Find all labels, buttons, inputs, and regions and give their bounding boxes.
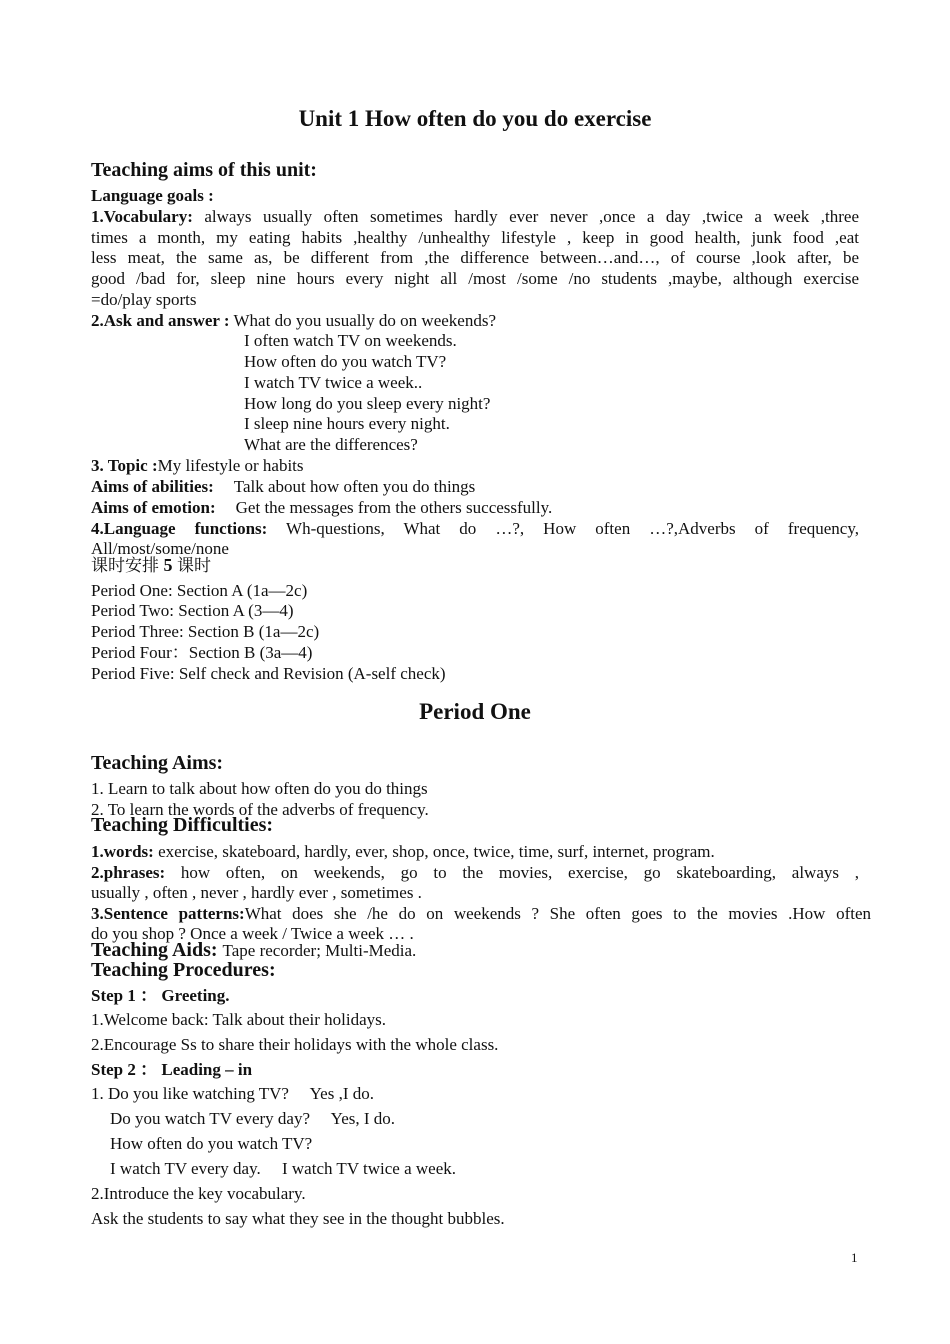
- ask-answer-line-6: I sleep nine hours every night.: [244, 414, 450, 433]
- teaching-aims-heading: Teaching Aims:: [91, 752, 224, 774]
- functions-line-2: All/most/some/none: [91, 539, 229, 558]
- teaching-aim-item: 2. To learn the words of the adverbs of frequency.: [91, 800, 429, 819]
- topic-label: 3. Topic :: [91, 456, 158, 475]
- emotion-label: Aims of emotion:: [91, 498, 216, 517]
- phrases-label: 2.phrases:: [91, 863, 166, 882]
- vocabulary-line-1: 1.Vocabulary: always usually often sometimes hardly ever never ,once a day ,twice a week ,three: [91, 207, 860, 226]
- step2-item: 2.Introduce the key vocabulary.: [91, 1184, 306, 1203]
- functions-label: 4.Language functions:: [91, 519, 268, 538]
- ask-answer-line-4: I watch TV twice a week..: [244, 373, 423, 392]
- phrases-line-2: usually , often , never , hardly ever , sometimes .: [91, 883, 422, 902]
- vocabulary-line-5: =do/play sports: [91, 290, 197, 309]
- functions-line-1: 4.Language functions: Wh-questions, What do …?, How often …?,Adverbs of frequency,: [91, 519, 859, 538]
- step1-label: Step 1 ： Greeting.: [91, 986, 230, 1005]
- aims-heading: Teaching aims of this unit:: [91, 159, 317, 181]
- step2-dialog-line: 1. Do you like watching TV? Yes ,I do.: [91, 1084, 374, 1103]
- difficulties-heading: Teaching Difficulties:: [91, 814, 274, 836]
- period-item: Period Three: Section B (1a—2c): [91, 622, 320, 641]
- period-item: Period Four：Section B (3a—4): [91, 643, 313, 662]
- step2-dialog-line: I watch TV every day. I watch TV twice a week.: [110, 1159, 457, 1178]
- ask-answer-line-3: How often do you watch TV?: [244, 352, 447, 371]
- page-number: 1: [851, 1250, 858, 1265]
- ask-answer-line-1: 2.Ask and answer : What do you usually do on weekends?: [91, 311, 497, 330]
- step1-item: 2.Encourage Ss to share their holidays with the whole class.: [91, 1035, 499, 1054]
- patterns-label: 3.Sentence patterns:: [91, 904, 245, 923]
- abilities-line: Aims of abilities: Talk about how often you do things: [91, 477, 476, 496]
- step2-dialog-line: Do you watch TV every day? Yes, I do.: [110, 1109, 396, 1128]
- vocabulary-line-4: good /bad for, sleep nine hours every night all /most /some /no students ,maybe, although exercise: [91, 269, 859, 288]
- teaching-aim-item: 1. Learn to talk about how often do you do things: [91, 779, 428, 798]
- aids-line: Teaching Aids: Tape recorder; Multi-Media.: [91, 939, 417, 961]
- ask-answer-line-5: How long do you sleep every night?: [244, 394, 491, 413]
- vocabulary-line-2: times a month, my eating habits ,healthy /unhealthy lifestyle , keep in good health, junk food ,eat: [91, 228, 859, 247]
- step2-item: Ask the students to say what they see in the thought bubbles.: [91, 1209, 505, 1228]
- phrases-line-1: 2.phrases: how often, on weekends, go to the movies, exercise, go skateboarding, always ,: [91, 863, 859, 882]
- step1-item: 1.Welcome back: Talk about their holidays.: [91, 1010, 387, 1029]
- step2-dialog-line: How often do you watch TV?: [110, 1134, 313, 1153]
- abilities-label: Aims of abilities:: [91, 477, 214, 496]
- vocabulary-label: 1.Vocabulary:: [91, 207, 193, 226]
- procedures-heading: Teaching Procedures:: [91, 959, 276, 981]
- vocabulary-line-3: less meat, the same as, be different from ,the difference between…and…, of course ,look after, be: [91, 248, 859, 267]
- schedule-heading: 课时安排 5 课时: [91, 555, 211, 576]
- language-goals-label: Language goals :: [91, 186, 214, 205]
- patterns-line-2: do you shop ? Once a week / Twice a week … .: [91, 924, 414, 943]
- ask-answer-label: 2.Ask and answer :: [91, 311, 230, 330]
- period-item: Period Two: Section A (3—4): [91, 601, 294, 620]
- aids-heading: Teaching Aids:: [91, 939, 218, 961]
- ask-answer-line-2: I often watch TV on weekends.: [244, 331, 457, 350]
- step2-label: Step 2 ： Leading – in: [91, 1060, 253, 1079]
- emotion-line: Aims of emotion: Get the messages from the others successfully.: [91, 498, 553, 517]
- words-line: 1.words: exercise, skateboard, hardly, ever, shop, once, twice, time, surf, internet, program.: [91, 842, 715, 861]
- words-label: 1.words:: [91, 842, 154, 861]
- topic-line: 3. Topic :My lifestyle or habits: [91, 456, 304, 475]
- period-item: Period One: Section A (1a—2c): [91, 581, 308, 600]
- patterns-line-1: 3.Sentence patterns:What does she /he do on weekends ? She often goes to the movies .How often: [91, 904, 871, 923]
- ask-answer-line-7: What are the differences?: [244, 435, 418, 454]
- period-item: Period Five: Self check and Revision (A-self check): [91, 664, 446, 683]
- unit-title: Unit 1 How often do you do exercise: [298, 106, 652, 131]
- period-one-title: Period One: [419, 699, 531, 724]
